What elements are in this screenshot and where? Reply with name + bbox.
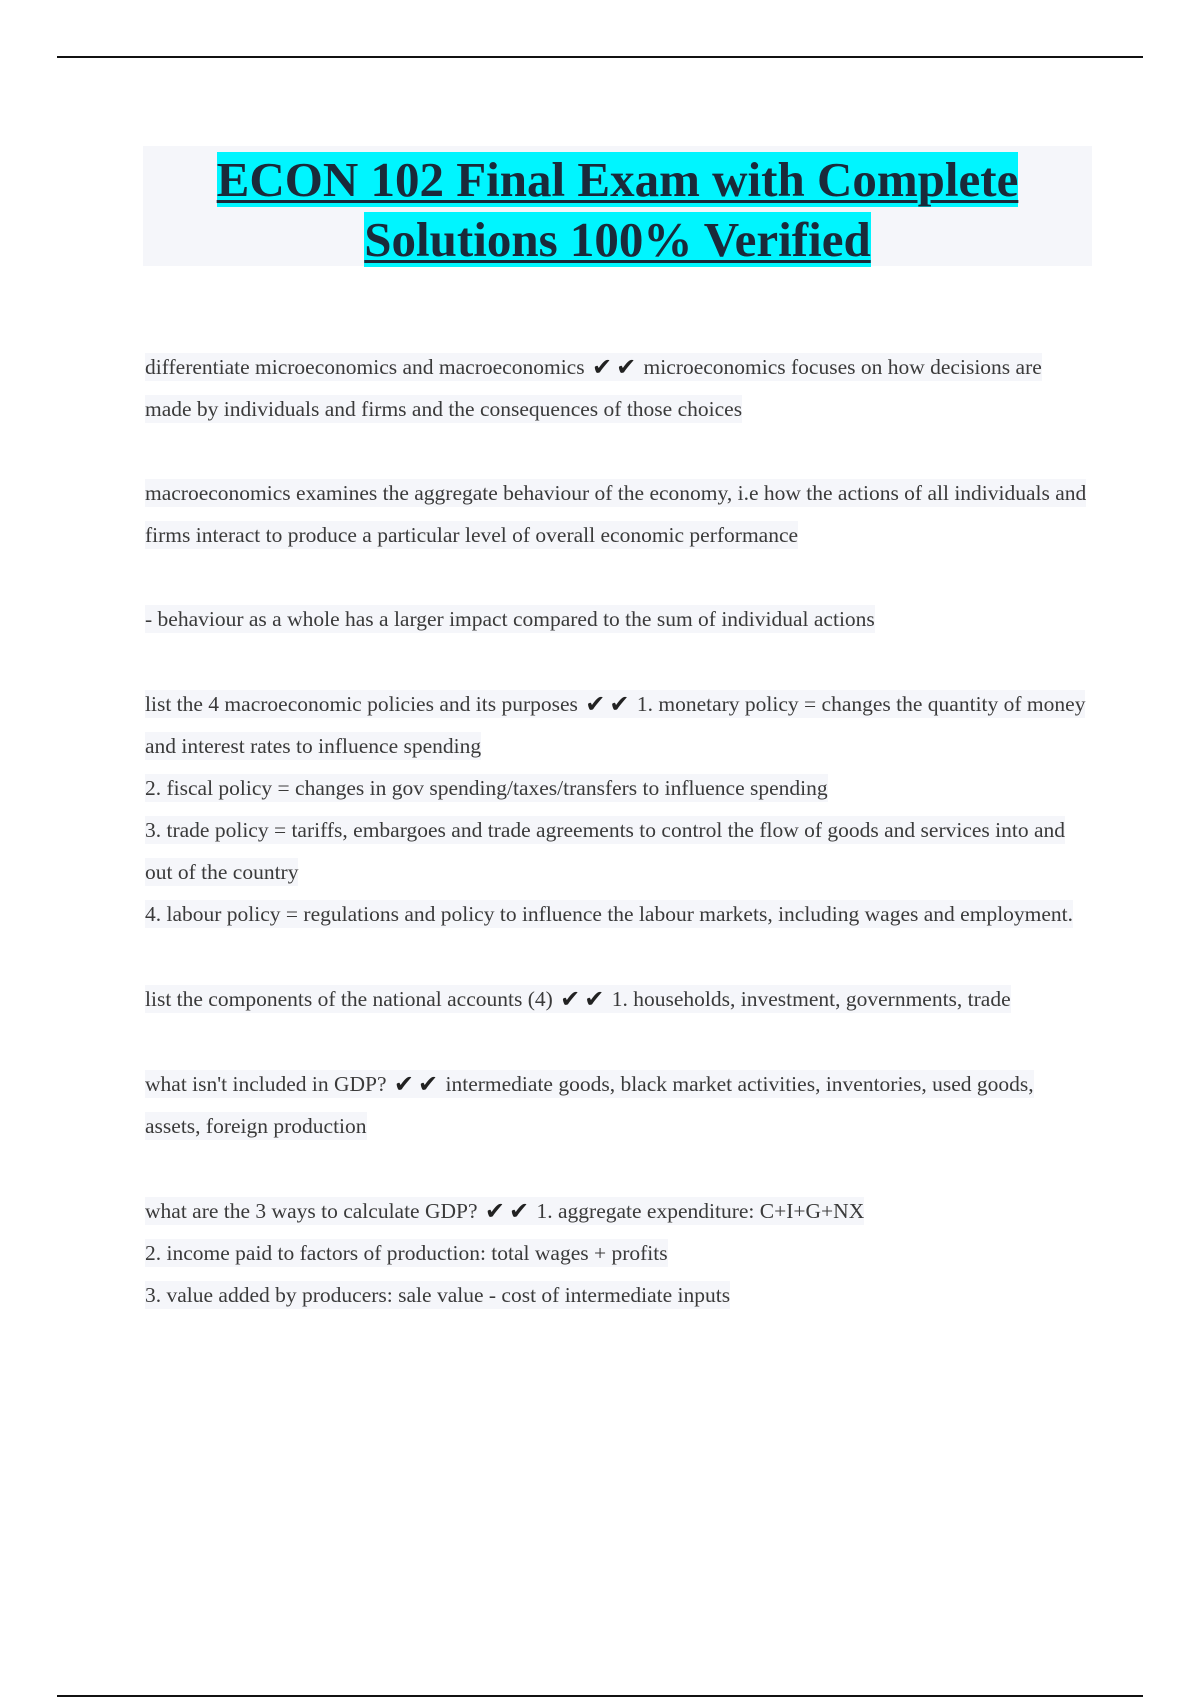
- answer-text: intermediate goods, black market activities, inventories, used goods, assets, foreign production: [145, 1072, 1034, 1138]
- paragraph-macro: [145, 472, 1090, 556]
- answer-text: 1. households, investment, governments, trade: [611, 987, 1011, 1011]
- answer-text: 1. monetary policy = changes the quantity of money and interest rates to influence spending: [145, 692, 1086, 758]
- question-text: what isn't included in GDP?: [145, 1072, 387, 1096]
- answer-line: 2. income paid to factors of production: total wages + profits: [145, 1241, 668, 1265]
- check-icon: ✔: [609, 690, 630, 718]
- title-block: [143, 146, 1092, 266]
- qa-item-policies: [145, 682, 1090, 935]
- title-line-2: Solutions 100% Verified: [364, 212, 871, 267]
- question-text: what are the 3 ways to calculate GDP?: [145, 1199, 478, 1223]
- question-text: list the 4 macroeconomic policies and its purposes: [145, 692, 578, 716]
- document-body: [145, 345, 1090, 1358]
- paragraph-text: macroeconomics examines the aggregate behaviour of the economy, i.e how the actions of all individuals and firms interact to produce a particular level of overall economic performance: [145, 481, 1087, 547]
- bottom-rule: [57, 1695, 1143, 1697]
- answer-line: 3. value added by producers: sale value - cost of intermediate inputs: [145, 1283, 731, 1307]
- answer-line: 2. fiscal policy = changes in gov spending/taxes/transfers to influence spending: [145, 776, 828, 800]
- paragraph-text: - behaviour as a whole has a larger impact compared to the sum of individual actions: [145, 607, 875, 631]
- check-icon: ✔: [560, 985, 581, 1013]
- answer-text: microeconomics focuses on how decisions are made by individuals and firms and the consequences of those choices: [145, 355, 1042, 421]
- qa-item-1: [145, 345, 1090, 430]
- qa-item-gdp-excluded: [145, 1062, 1090, 1147]
- check-icon: ✔: [591, 353, 613, 381]
- check-icon: ✔: [393, 1070, 415, 1098]
- top-rule: [57, 56, 1143, 58]
- qa-item-gdp-ways: [145, 1189, 1090, 1316]
- check-icon: ✔: [616, 353, 637, 381]
- title-line-1: ECON 102 Final Exam with Complete: [216, 152, 1019, 207]
- qa-item-national-accounts: [145, 977, 1090, 1020]
- check-icon: ✔: [585, 690, 606, 718]
- check-icon: ✔: [418, 1070, 439, 1098]
- document-title: [143, 146, 1092, 270]
- question-text: differentiate microeconomics and macroeconomics: [145, 355, 585, 379]
- check-icon: ✔: [584, 985, 605, 1013]
- check-icon: ✔: [484, 1197, 506, 1225]
- answer-line: 3. trade policy = tariffs, embargoes and trade agreements to control the flow of goods and services into and out of the country: [145, 818, 1066, 884]
- paragraph-behaviour: [145, 598, 1090, 640]
- check-icon: ✔: [509, 1197, 530, 1225]
- answer-text: 1. aggregate expenditure: C+I+G+NX: [536, 1199, 865, 1223]
- answer-line: 4. labour policy = regulations and policy to influence the labour markets, including wages and employment.: [145, 902, 1074, 926]
- question-text: list the components of the national accounts (4): [145, 987, 553, 1011]
